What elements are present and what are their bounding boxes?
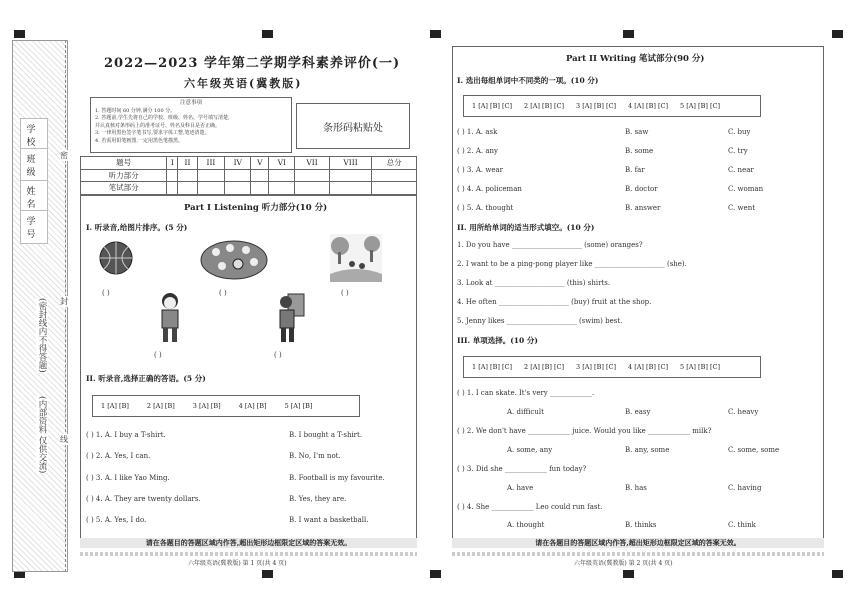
exam-notes [90,97,292,153]
question-option-b: B. any, some [625,446,670,454]
question-option-a: ( ) 4. A. policeman [457,185,522,193]
answer-sheet-box [463,356,761,378]
question-option-b: B. thinks [625,521,657,529]
score-header-cell: VI [269,157,295,170]
part1-section1-title: I. 听录音,给图片排序。(5 分) [86,223,188,232]
boy-picture [154,292,186,344]
score-cell[interactable] [329,182,372,195]
score-cell[interactable] [225,169,251,182]
registration-mark [832,570,843,578]
fill-blank-item[interactable]: 1. Do you have ____________________ (some) oranges? [457,241,643,249]
question-option-b: B. I want a basketball. [289,516,369,524]
question-option-c: C. some, some [728,446,780,454]
question-option-a: A. have [507,484,534,492]
score-header-cell: I [167,157,178,170]
score-cell[interactable] [295,182,329,195]
answer-bubble-group[interactable]: 2 [A] [B] [C] [524,363,564,371]
exam-subtitle: 六年级英语(冀教版) [184,77,303,90]
seal-mark: 封 [60,297,68,306]
question-option-c: C. near [728,166,754,174]
question-option-b: B. No, I'm not. [289,452,341,460]
picture-answer-paren[interactable]: ( ) [274,351,282,359]
question-option-a: A. thought [507,521,545,529]
fill-blank-item[interactable]: 2. I want to be a ping-pong player like ____________________ (she). [457,260,687,268]
answer-sheet-box [92,395,360,417]
answer-bubble-group[interactable]: 2 [A] [B] [146,402,175,410]
score-cell[interactable] [329,169,372,182]
score-cell[interactable] [372,182,417,195]
score-row-listening [81,169,417,182]
question-option-b: B. easy [625,408,651,416]
question-option-a: ( ) 4. A. They are twenty dollars. [86,495,201,503]
score-cell[interactable] [197,169,225,182]
registration-mark [262,570,273,578]
registration-mark [430,30,441,38]
score-cell[interactable] [197,182,225,195]
question-option-b: B. answer [625,204,661,212]
registration-mark [623,30,634,38]
score-header-cell: II [178,157,197,170]
part2-section3-title: III. 单项选择。(10 分) [457,336,538,345]
answer-bubble-group[interactable]: 3 [A] [B] [C] [576,363,616,371]
school-field-label: 学 校 [20,118,48,152]
question-option-c: C. woman [728,185,764,193]
choice-question: ( ) 4. She ____________ Leo could run fast. [457,503,603,511]
score-row-label: 笔试部分 [81,182,167,195]
question-option-a: A. difficult [507,408,544,416]
question-option-a: A. some, any [507,446,553,454]
class-field-label: 班 级 [20,148,48,182]
score-header-cell: IV [225,157,251,170]
notes-line: 2. 答题前,学生先将自己的学校、班级、姓名、学号填写清楚, [95,115,230,121]
internal-material-notice: (内部资料 仅供交流) [37,396,47,474]
question-option-c: C. went [728,204,756,212]
boy-with-bag-picture [274,292,306,346]
answer-area-notice: 请在各题目的答题区域内作答,超出矩形边框限定区域的答案无效。 [452,538,824,548]
footer-divider [452,552,824,556]
fill-blank-item[interactable]: 3. Look at ____________________ (this) shirts. [457,279,611,287]
picture-answer-paren[interactable]: ( ) [219,289,227,297]
park-people-picture [330,234,382,282]
question-option-a: ( ) 1. A. I buy a T-shirt. [86,431,166,439]
answer-bubble-group[interactable]: 3 [A] [B] [192,402,221,410]
answer-bubble-group[interactable]: 5 [A] [B] [C] [680,102,720,110]
question-option-c: C. having [728,484,762,492]
question-option-b: B. Football is my favourite. [289,474,385,482]
question-option-a: ( ) 5. A. Yes, I do. [86,516,147,524]
answer-bubble-group[interactable]: 1 [A] [B] [101,402,129,410]
answer-bubble-group[interactable]: 4 [A] [B] [C] [628,363,668,371]
answer-bubble-group[interactable]: 1 [A] [B] [C] [472,363,512,371]
answer-area-notice: 请在各题目的答题区域内作答,超出矩形边框限定区域的答案无效。 [80,538,417,548]
question-option-b: B. far [625,166,645,174]
seal-mark: 线 [60,435,68,444]
question-option-b: B. some [625,147,654,155]
question-option-c: C. buy [728,128,751,136]
question-option-b: B. doctor [625,185,658,193]
question-option-a: ( ) 3. A. I like Yao Ming. [86,474,170,482]
score-row-label: 听力部分 [81,169,167,182]
score-cell[interactable] [269,169,295,182]
question-option-b: B. Yes, they are. [289,495,347,503]
answer-bubble-group[interactable]: 5 [A] [B] [284,402,313,410]
answer-bubble-group[interactable]: 4 [A] [B] [C] [628,102,668,110]
score-cell[interactable] [251,182,269,195]
score-row-writing [81,182,417,195]
question-option-c: C. think [728,521,756,529]
choice-question: ( ) 3. Did she ____________ fun today? [457,465,587,473]
page-footer: 六年级英语(冀教版) 第 1 页(共 4 页) [188,560,287,567]
part1-section2-title: II. 听录音,选择正确的答语。(5 分) [86,374,206,383]
footer-divider [80,552,417,556]
score-header-cell: VIII [329,157,372,170]
score-cell[interactable] [295,169,329,182]
question-option-c: C. try [728,147,748,155]
score-table-header [81,157,417,170]
basketball-picture [98,240,134,276]
children-playing-picture [200,236,268,280]
question-option-b: B. I bought a T-shirt. [289,431,363,439]
score-cell[interactable] [178,182,197,195]
score-table [80,156,417,195]
score-header-cell: 总分 [372,157,417,170]
no-answer-notice: (密封线内不得答题) [37,298,47,373]
notes-line: 1. 答题时间 60 分钟,满分 100 分。 [95,107,176,114]
score-header-cell: VII [295,157,329,170]
score-header-cell: 题号 [81,157,167,170]
score-header-cell: III [197,157,225,170]
notes-heading: 注意事项 [179,100,202,106]
question-option-a: ( ) 1. A. ask [457,128,498,136]
exam-title: 2022—2023 学年第二学期学科素养评价(一) [104,56,401,71]
picture-answer-paren[interactable]: ( ) [341,289,349,297]
score-cell[interactable] [372,169,417,182]
score-cell[interactable] [251,169,269,182]
registration-mark [623,570,634,578]
choice-question: ( ) 1. I can skate. It's very ____________. [457,389,595,397]
question-option-a: ( ) 2. A. Yes, I can. [86,452,151,460]
part2-section2-title: II. 用所给单词的适当形式填空。(10 分) [457,223,595,232]
score-cell[interactable] [167,182,178,195]
score-header-cell: V [251,157,269,170]
name-field-label: 姓 名 [20,180,48,214]
question-option-c: C. heavy [728,408,759,416]
fill-blank-item[interactable]: 5. Jenny likes ____________________ (swim) best. [457,317,623,325]
registration-mark [262,30,273,38]
choice-question: ( ) 2. We don't have ____________ juice. Would you like ____________ milk? [457,427,712,435]
part1-heading: Part I Listening 听力部分(10 分) [184,203,328,213]
answer-bubble-group[interactable]: 4 [A] [B] [238,402,267,410]
question-option-b: B. saw [625,128,649,136]
registration-mark [832,30,843,38]
question-option-a: ( ) 3. A. wear [457,166,503,174]
answer-bubble-group[interactable]: 5 [A] [B] [C] [680,363,720,371]
answer-bubble-group[interactable]: 3 [A] [B] [C] [576,102,616,110]
seal-mark: 密 [60,151,68,160]
question-option-b: B. has [625,484,647,492]
score-cell[interactable] [269,182,295,195]
score-cell[interactable] [225,182,251,195]
score-cell[interactable] [178,169,197,182]
answer-sheet-box [463,95,761,117]
notes-line: 4. 若需用铅笔画图,一定用黑色笔描黑。 [95,137,183,144]
notes-line: 并认真核对条形码上的准考证号、姓名及科目是否正确。 [95,122,221,129]
fill-blank-item[interactable]: 4. He often ____________________ (buy) fruit at the shop. [457,298,652,306]
barcode-area: 条形码粘贴处 [296,103,410,149]
registration-mark [430,570,441,578]
score-cell[interactable] [167,169,178,182]
part2-heading: Part II Writing 笔试部分(90 分) [566,54,705,64]
page-footer: 六年级英语(冀教版) 第 2 页(共 4 页) [574,560,673,567]
student-id-field-label: 学 号 [20,210,48,244]
answer-bubble-group[interactable]: 1 [A] [B] [C] [472,102,512,110]
registration-mark [14,30,25,38]
picture-answer-paren[interactable]: ( ) [102,289,110,297]
question-option-a: ( ) 2. A. any [457,147,498,155]
picture-answer-paren[interactable]: ( ) [154,351,162,359]
answer-bubble-group[interactable]: 2 [A] [B] [C] [524,102,564,110]
notes-line: 3. 一律用黑色签字笔书写,要求字体工整,笔迹清楚。 [95,130,210,136]
part2-section1-title: I. 选出每组单词中不同类的一项。(10 分) [457,76,599,85]
question-option-a: ( ) 5. A. thought [457,204,514,212]
